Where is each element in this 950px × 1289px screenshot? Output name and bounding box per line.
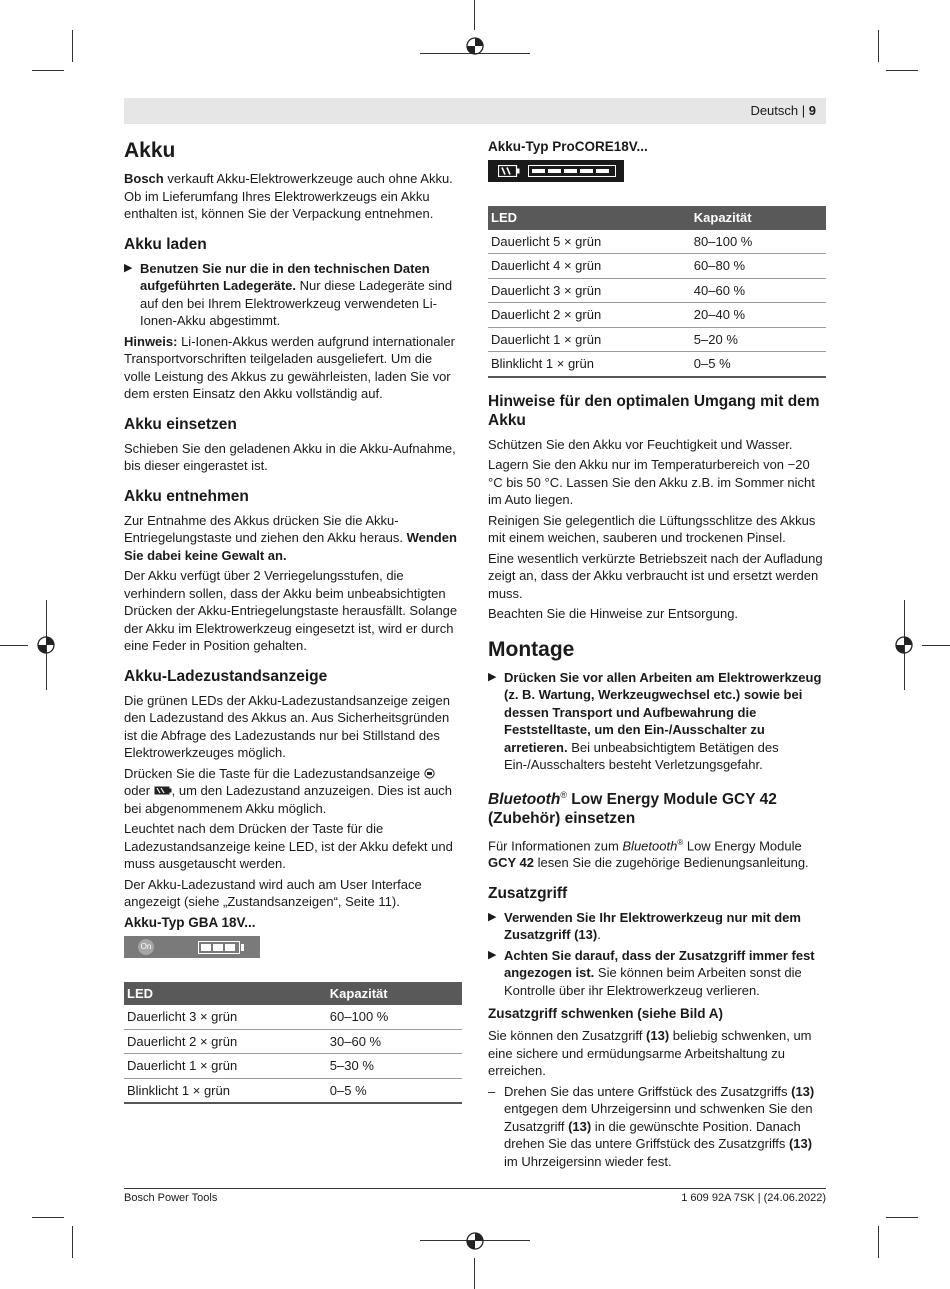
crop-mark <box>878 1226 879 1258</box>
subsection-title-umgang: Hinweise für den optimalen Umgang mit dem Akku <box>488 392 820 429</box>
page-header: Deutsch | 9 <box>124 98 826 124</box>
bluetooth-paragraph: Für Informationen zum Bluetooth® Low Energy Module GCY 42 lesen Sie die zugehörige Bedienungsanleitung. <box>488 837 809 871</box>
table-header-led: LED <box>488 206 691 230</box>
gba-capacity-table <box>124 982 462 1105</box>
subsection-title-ladezustandsanzeige: Akku-Ladezustandsanzeige <box>124 667 328 685</box>
gba-type-title: Akku-Typ GBA 18V... <box>124 914 256 930</box>
procore-battery-indicator <box>488 160 624 182</box>
table-header-capacity: Kapazität <box>691 206 826 230</box>
bullet-arrow-icon: ▶ <box>124 261 133 274</box>
montage-bullet: ▶ Drücken Sie vor allen Arbeiten am Elektrowerkzeug (z. B. Wartung, Werkzeugwechsel etc.) sowie bei dessen Transport und Aufbewahrung die Feststelltaste, um den Ein-/Ausschalter zu arretieren. Bei unbeabsichtigtem Betätigen des Ein-/Ausschalters besteht Verletzungsgefahr. <box>488 669 822 772</box>
section-title-montage: Montage <box>488 637 575 661</box>
subsection-title-akku-entnehmen: Akku entnehmen <box>124 487 249 505</box>
table-header-row <box>488 206 826 230</box>
section-title-akku: Akku <box>124 139 176 162</box>
bullet-arrow-icon: ▶ <box>488 948 497 961</box>
hinweis-paragraph: Hinweis: Li-Ionen-Akkus werden aufgrund internationaler Transportvorschriften teilgeladen ausgeliefert. Um die volle Leistung des Akkus zu gewährleisten, laden Sie vor dem ersten Einsatz den Akku vollständig auf. <box>124 333 455 401</box>
table-row: Dauerlicht 2 × grün 30–60 % <box>124 1029 462 1054</box>
schwenken-step: – Drehen Sie das untere Griffstück des Zusatzgriffs (13) entgegen dem Uhrzeigersinn und schwenken Sie den Zusatzgriff (13) in die gewünschte Position. Danach drehen Sie das untere Griffstück des Zusatzgriffs (13) im Uhrzeigersinn wieder fest. <box>488 1083 815 1169</box>
crop-mark <box>32 1217 64 1218</box>
procore-capacity-table <box>488 206 826 378</box>
registration-target-icon <box>464 35 486 57</box>
laden-bullet: ▶ Benutzen Sie nur die in den technischen Daten aufgeführten Ladegeräte. Nur diese Ladegeräte sind auf den bei Ihrem Elektrowerkzeug verwendeten Li-Ionen-Akku abgestimmt. <box>124 260 453 328</box>
battery-level-icon <box>498 165 520 177</box>
zusatzgriff-bullet-1: ▶ Verwenden Sie Ihr Elektrowerkzeug nur mit dem Zusatzgriff (13). <box>488 909 801 943</box>
bullet-arrow-icon: ▶ <box>488 670 497 683</box>
footer-right: 1 609 92A 7SK | (24.06.2022) <box>681 1192 826 1204</box>
table-header-led: LED <box>124 982 327 1006</box>
registration-target-icon <box>893 634 915 656</box>
crop-mark <box>886 70 918 71</box>
table-row: Dauerlicht 3 × grün 60–100 % <box>124 1005 462 1029</box>
umgang-paragraph-4: Eine wesentlich verkürzte Betriebszeit nach der Aufladung zeigt an, dass der Akku verbraucht ist und ersetzt werden muss. <box>488 550 823 601</box>
einsetzen-paragraph: Schieben Sie den geladenen Akku in die Akku-Aufnahme, bis dieser eingerastet ist. <box>124 440 456 473</box>
crop-mark <box>474 0 475 30</box>
anzeige-paragraph-3: Leuchtet nach dem Drücken der Taste für die Ladezustandsanzeige keine LED, ist der Akku defekt und muss ausgetauscht werden. <box>124 821 453 871</box>
table-row: Dauerlicht 1 × grün 5–20 % <box>488 327 826 352</box>
battery-level-icon <box>154 786 172 795</box>
anzeige-paragraph-1: Die grünen LEDs der Akku-Ladezustandsanzeige zeigen den Ladezustand des Akkus an. Aus Sicherheitsgründen ist die Abfrage des Ladezustands nur bei Stillstand des Elektrowerkzeuges möglich. <box>124 692 450 760</box>
procore-type-title: Akku-Typ ProCORE18V... <box>488 139 648 154</box>
entnehmen-paragraph-2: Der Akku verfügt über 2 Verriegelungsstufen, die verhindern sollen, dass der Akku beim unbeabsichtigten Drücken der Akku-Entriegelungstaste herausfällt. Solange der Akku im Elektrowerkzeug eingesetzt ist, wird er durch eine Feder in Position gehalten. <box>124 568 458 653</box>
right-column <box>488 136 826 1173</box>
crop-mark <box>0 645 28 646</box>
schwenken-paragraph: Sie können den Zusatzgriff (13) beliebig schwenken, um eine sichere und ermüdungsarme Arbeitshaltung zu erreichen. <box>488 1028 812 1079</box>
table-row: Dauerlicht 3 × grün 40–60 % <box>488 278 826 303</box>
registration-target-icon <box>464 1230 486 1252</box>
crop-mark <box>878 30 879 62</box>
registration-target-icon <box>35 634 57 656</box>
subsection-title-zusatzgriff: Zusatzgriff <box>488 884 568 902</box>
subsection-title-akku-laden: Akku laden <box>124 235 207 253</box>
page-number: 9 <box>808 103 816 118</box>
zusatzgriff-bullet-2: ▶ Achten Sie darauf, dass der Zusatzgriff immer fest angezogen ist. Sie können beim Arbeiten sonst die Kontrolle über ihr Elektrowerkzeug verlieren. <box>488 947 815 998</box>
table-row: Dauerlicht 5 × grün 80–100 % <box>488 230 826 254</box>
battery-button-on-icon <box>424 768 435 779</box>
on-button-icon: On <box>138 939 154 955</box>
umgang-paragraph-2: Lagern Sie den Akku nur im Temperaturbereich von −20 °C bis 50 °C. Lassen Sie den Akku z.B. im Sommer nicht im Auto liegen. <box>488 457 815 507</box>
entnehmen-paragraph-1: Zur Entnahme des Akkus drücken Sie die Akku-Entriegelungstaste und ziehen den Akku heraus. Wenden Sie dabei keine Gewalt an. <box>124 512 457 563</box>
umgang-paragraph-1: Schützen Sie den Akku vor Feuchtigkeit und Wasser. <box>488 436 793 452</box>
crop-mark <box>72 1226 73 1258</box>
subsection-title-akku-einsetzen: Akku einsetzen <box>124 415 237 433</box>
anzeige-paragraph-2: Drücken Sie die Taste für die Ladezustandsanzeige oder , um den Ladezustand anzuzeigen. Dies ist auch bei abgenommenem Akku möglich. <box>124 765 453 816</box>
subsection-title-bluetooth: Bluetooth® Low Energy Module GCY 42 (Zubehör) einsetzen <box>488 789 777 827</box>
table-row: Blinklicht 1 × grün 0–5 % <box>124 1078 462 1103</box>
bullet-arrow-icon: ▶ <box>488 910 497 923</box>
table-row: Dauerlicht 4 × grün 60–80 % <box>488 254 826 279</box>
intro-paragraph: Bosch verkauft Akku-Elektrowerkzeuge auch ohne Akku. Ob im Lieferumfang Ihres Elektrowerkzeugs ein Akku enthalten ist, können Sie der Verpackung entnehmen. <box>124 171 453 221</box>
schwenken-title: Zusatzgriff schwenken (siehe Bild A) <box>488 1006 724 1022</box>
crop-mark <box>922 645 950 646</box>
table-row: Dauerlicht 1 × grün 5–30 % <box>124 1054 462 1079</box>
crop-mark <box>32 70 64 71</box>
anzeige-paragraph-4: Der Akku-Ladezustand wird auch am User Interface angezeigt (siehe „Zustandsanzeigen“, Seite 11). <box>124 876 422 909</box>
footer-left: Bosch Power Tools <box>124 1192 218 1204</box>
footer-rule <box>124 1188 826 1189</box>
crop-mark <box>886 1217 918 1218</box>
crop-mark <box>72 30 73 62</box>
table-row: Blinklicht 1 × grün 0–5 % <box>488 352 826 377</box>
table-header-capacity: Kapazität <box>327 982 462 1006</box>
table-row: Dauerlicht 2 × grün 20–40 % <box>488 303 826 328</box>
battery-outline-icon <box>198 941 240 954</box>
header-language: Deutsch <box>750 103 799 118</box>
table-header-row <box>124 982 462 1006</box>
umgang-paragraph-5: Beachten Sie die Hinweise zur Entsorgung. <box>488 606 739 621</box>
crop-mark <box>474 1258 475 1289</box>
left-column <box>124 138 462 1104</box>
umgang-paragraph-3: Reinigen Sie gelegentlich die Lüftungsschlitze des Akkus mit einem weichen, sauberen und trockenen Pinsel. <box>488 512 816 545</box>
battery-outline-icon <box>528 165 616 177</box>
gba-battery-indicator <box>124 936 260 958</box>
